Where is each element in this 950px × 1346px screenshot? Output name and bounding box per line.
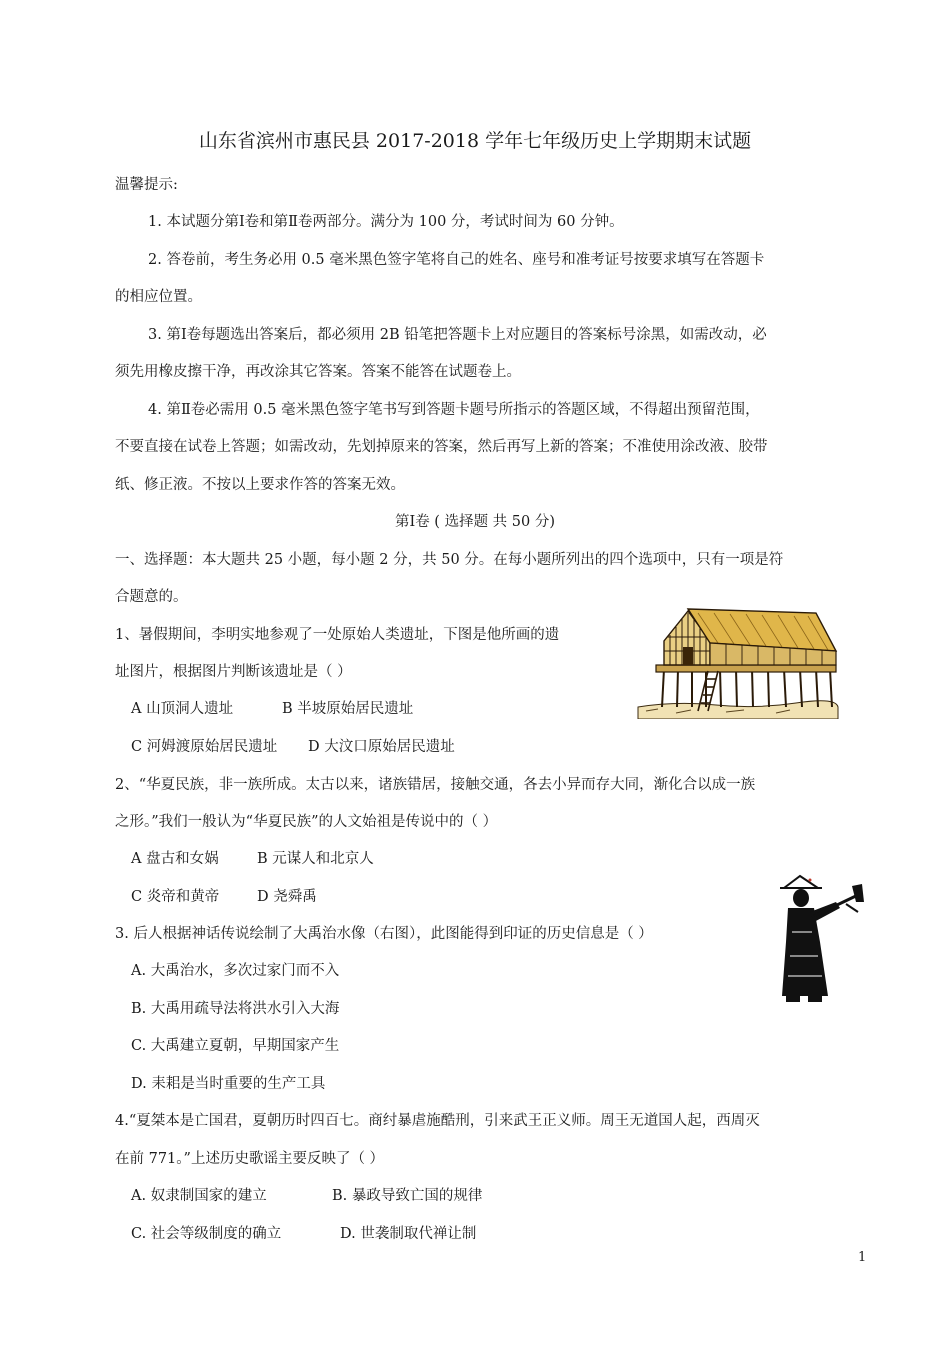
note-4-line-1: 4. 第Ⅱ卷必需用 0.5 毫米黑色签字笔书写到答题卡题号所指示的答题区域，不得超出预留范围， (148, 402, 760, 418)
question-1-option-a: A 山顶洞人遗址 (131, 701, 234, 717)
question-3-option-b: B. 大禹用疏导法将洪水引入大海 (131, 1001, 340, 1017)
notice-heading: 温馨提示: (115, 177, 178, 193)
part-intro-line-1: 一、选择题：本大题共 25 小题，每小题 2 分，共 50 分。在每小题所列出的四个选项中，只有一项是符 (115, 552, 784, 568)
page-number: 1 (858, 1250, 867, 1265)
question-4-option-c: C. 社会等级制度的确立 (131, 1226, 282, 1242)
note-1: 1. 本试题分第Ⅰ卷和第Ⅱ卷两部分。满分为 100 分，考试时间为 60 分钟。 (148, 214, 624, 230)
note-3-line-1: 3. 第Ⅰ卷每题选出答案后，都必须用 2B 铅笔把答题卡上对应题目的答案标号涂黑，如需改动，必 (148, 327, 767, 343)
question-1-option-b: B 半坡原始居民遗址 (282, 701, 414, 717)
question-4-line-1: 4.“夏桀本是亡国君，夏朝历时四百七。商纣暴虐施酷刑，引来武王正义师。周王无道国人起，西周灭 (115, 1113, 760, 1129)
question-3-option-d: D. 耒耜是当时重要的生产工具 (131, 1076, 326, 1092)
question-2-option-a: A 盘古和女娲 (131, 851, 219, 867)
question-2-option-d: D 尧舜禹 (257, 889, 317, 905)
part-intro-line-2: 合题意的。 (115, 589, 188, 605)
question-2-line-2: 之形。”我们一般认为“华夏民族”的人文始祖是传说中的（ ） (115, 814, 498, 830)
note-2-line-1: 2. 答卷前，考生务必用 0.5 毫米黑色签字笔将自己的姓名、座号和准考证号按要求填写在答题卡 (148, 252, 765, 268)
question-1-option-c: C 河姆渡原始居民遗址 (131, 739, 278, 755)
question-1-line-1: 1、暑假期间，李明实地参观了一处原始人类遗址，下图是他所画的遗 (115, 627, 560, 643)
question-3: 3. 后人根据神话传说绘制了大禹治水像（右图），此图能得到印证的历史信息是（ ） (115, 926, 653, 942)
note-3-line-2: 须先用橡皮擦干净，再改涂其它答案。答案不能答在试题卷上。 (115, 364, 521, 380)
question-2-option-c: C 炎帝和黄帝 (131, 889, 220, 905)
question-1-line-2: 址图片，根据图片判断该遗址是（ ） (115, 664, 352, 680)
question-3-option-c: C. 大禹建立夏朝，早期国家产生 (131, 1038, 340, 1054)
question-3-option-a: A. 大禹治水，多次过家门而不入 (131, 963, 340, 979)
question-2-line-1: 2、“华夏民族，非一族所成。太古以来，诸族错居，接触交通，各去小异而存大同，渐化合以成一族 (115, 777, 756, 793)
question-4-option-d: D. 世袭制取代禅让制 (340, 1226, 477, 1242)
stilt-house-illustration (636, 603, 840, 719)
page-title: 山东省滨州市惠民县 2017-2018 学年七年级历史上学期期末试题 (198, 130, 752, 152)
question-2-option-b: B 元谋人和北京人 (257, 851, 374, 867)
question-1-option-d: D 大汶口原始居民遗址 (308, 739, 455, 755)
question-4-line-2: 在前 771。”上述历史歌谣主要反映了（ ） (115, 1151, 385, 1167)
dayu-figure-illustration (770, 872, 866, 1012)
note-4-line-2: 不要直接在试卷上答题；如需改动，先划掉原来的答案，然后再写上新的答案；不准使用涂改液、胶带 (115, 439, 768, 455)
question-4-option-b: B. 暴政导致亡国的规律 (332, 1188, 483, 1204)
note-2-line-2: 的相应位置。 (115, 289, 202, 305)
question-4-option-a: A. 奴隶制国家的建立 (131, 1188, 267, 1204)
note-4-line-3: 纸、修正液。不按以上要求作答的答案无效。 (115, 477, 405, 493)
section-title: 第Ⅰ卷 ( 选择题 共 50 分) (394, 514, 556, 530)
